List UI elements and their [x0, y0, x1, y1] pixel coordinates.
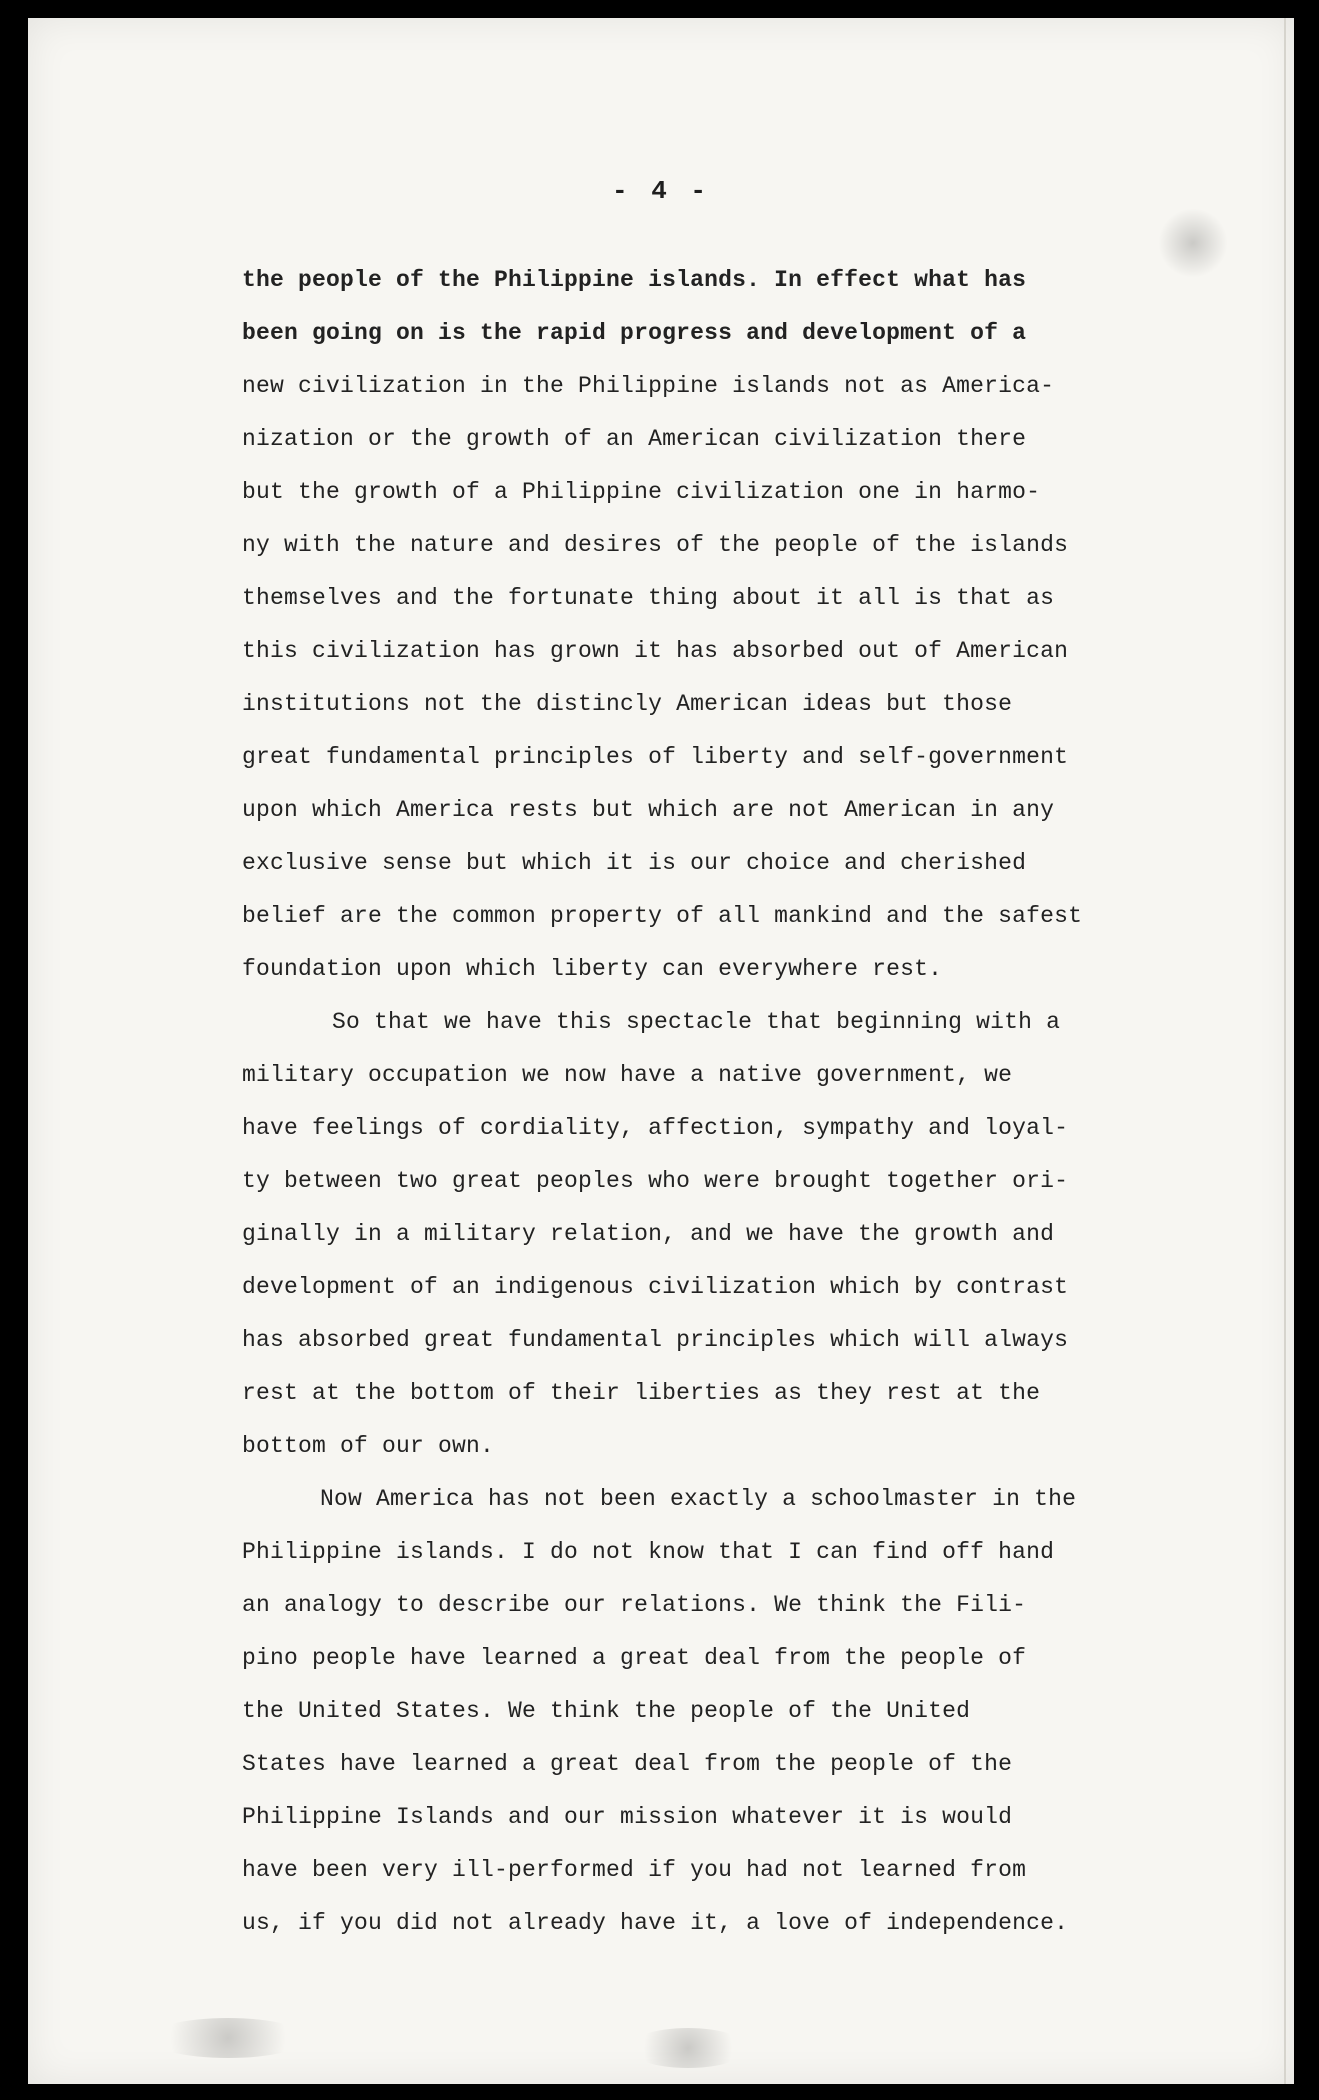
text-line: themselves and the fortunate thing about it all is that as: [242, 585, 1055, 611]
text-line: ginally in a military relation, and we have the growth and: [242, 1221, 1055, 1247]
text-line: nization or the growth of an American civilization there: [242, 426, 1027, 452]
text-line: military occupation we now have a native government, we: [242, 1062, 1013, 1088]
page-number: - 4 -: [611, 176, 710, 206]
text-line: institutions not the distincly American ideas but those: [242, 691, 1013, 717]
typed-page: [28, 18, 1294, 2084]
text-line: the United States. We think the people of the United: [242, 1698, 971, 1724]
page-smudge: [628, 2028, 748, 2068]
text-line: ty between two great peoples who were brought together ori-: [242, 1168, 1069, 1194]
text-line: new civilization in the Philippine islands not as America-: [242, 373, 1055, 399]
text-line: but the growth of a Philippine civilization one in harmo-: [242, 479, 1041, 505]
body-text: [242, 254, 1202, 1950]
text-line: have been very ill-performed if you had not learned from: [242, 1857, 1027, 1883]
text-line: bottom of our own.: [242, 1433, 495, 1459]
text-line: this civilization has grown it has absorbed out of American: [242, 638, 1069, 664]
text-line: development of an indigenous civilization which by contrast: [242, 1274, 1069, 1300]
text-line: rest at the bottom of their liberties as they rest at the: [242, 1380, 1041, 1406]
text-line: foundation upon which liberty can everywhere rest.: [242, 956, 943, 982]
page-edge: [1284, 18, 1286, 2084]
text-line: Philippine Islands and our mission whatever it is would: [242, 1804, 1013, 1830]
text-line: have feelings of cordiality, affection, sympathy and loyal-: [242, 1115, 1069, 1141]
text-line: us, if you did not already have it, a love of independence.: [242, 1910, 1069, 1936]
text-line: pino people have learned a great deal from the people of: [242, 1645, 1027, 1671]
text-line: Philippine islands. I do not know that I can find off hand: [242, 1539, 1055, 1565]
page-smudge: [148, 2018, 308, 2058]
text-line: been going on is the rapid progress and development of a: [242, 320, 1027, 346]
text-line: States have learned a great deal from the people of the: [242, 1751, 1013, 1777]
text-line: the people of the Philippine islands. In effect what has: [242, 267, 1027, 293]
text-line: belief are the common property of all mankind and the safest: [242, 903, 1083, 929]
text-line: has absorbed great fundamental principles which will always: [242, 1327, 1069, 1353]
text-line: ny with the nature and desires of the people of the islands: [242, 532, 1069, 558]
text-line: an analogy to describe our relations. We think the Fili-: [242, 1592, 1027, 1618]
paragraph-start-line: So that we have this spectacle that beginning with a: [332, 1009, 1061, 1035]
text-line: great fundamental principles of liberty and self-government: [242, 744, 1069, 770]
text-line: exclusive sense but which it is our choice and cherished: [242, 850, 1027, 876]
text-line: upon which America rests but which are not American in any: [242, 797, 1055, 823]
paragraph-start-line: Now America has not been exactly a schoolmaster in the: [320, 1486, 1077, 1512]
